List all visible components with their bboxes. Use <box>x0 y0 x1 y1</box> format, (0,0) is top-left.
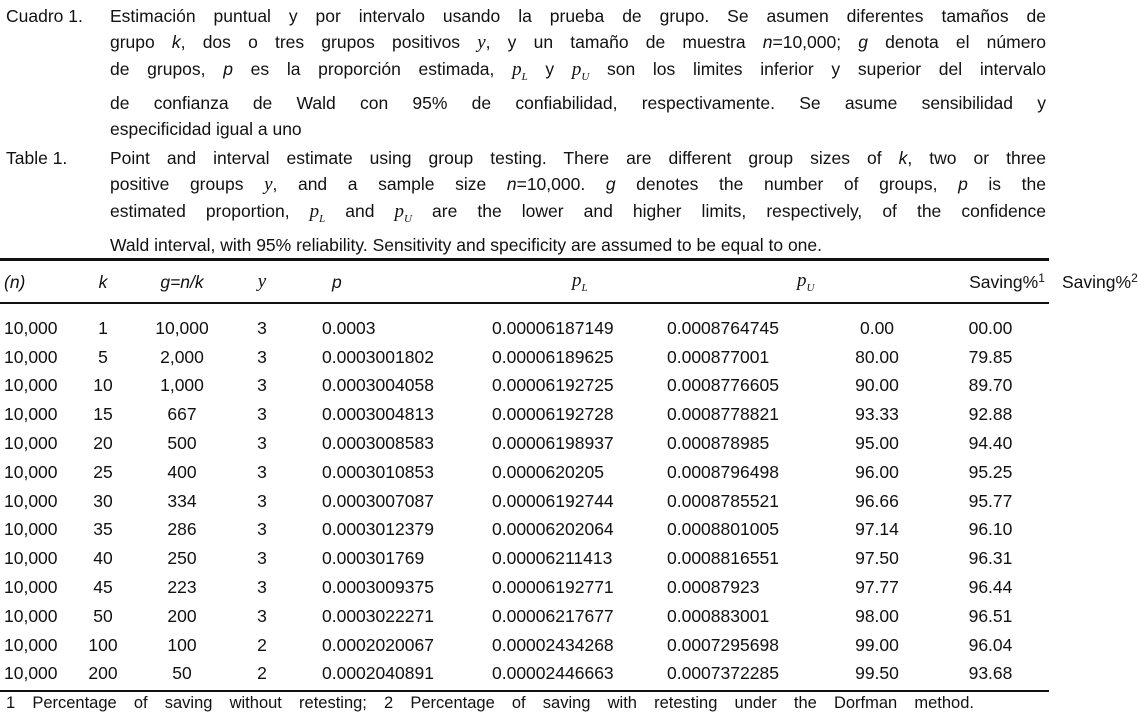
header-pU-p: p <box>797 270 807 292</box>
caption-es-line-4: de confianza de Wald con 95% de confiabilidad, respectivamente. Se asume sensibilidad y <box>110 92 1046 113</box>
var-n: n <box>762 32 773 52</box>
caption-en-line-1 <box>110 145 1046 171</box>
table-header-rule <box>0 302 1049 304</box>
cell-n: 10,000 <box>4 634 58 655</box>
cell-saving2: 00.00 <box>968 317 1013 338</box>
caption-es-text: , y un tamaño de muestra <box>485 32 763 52</box>
cell-g: 667 <box>167 404 197 425</box>
cell-k: 200 <box>88 663 118 684</box>
caption-es-text: de grupos, <box>110 59 224 79</box>
cell-y: 3 <box>257 404 267 425</box>
cell-saving1: 80.00 <box>855 346 899 367</box>
table-top-rule <box>0 258 1049 261</box>
header-pU-symbol <box>797 270 815 294</box>
var-g: g <box>605 174 616 194</box>
cell-saving2: 96.10 <box>968 519 1013 540</box>
var-y: y <box>264 174 273 195</box>
cell-k: 100 <box>88 634 118 655</box>
cell-k: 20 <box>93 433 113 454</box>
cell-pU: 0.0008785521 <box>667 490 779 511</box>
cell-pL: 0.00002446663 <box>492 663 614 684</box>
caption-en-line-4: Wald interval, with 95% reliability. Sensitivity and specificity are assumed to be equal to one. <box>110 234 823 255</box>
cell-p: 0.0003001802 <box>322 346 434 367</box>
caption-es-line-5: especificidad igual a uno <box>110 118 302 139</box>
cell-k: 25 <box>93 461 113 482</box>
header-saving1-label: Saving% <box>969 272 1039 292</box>
table-row <box>0 516 1049 545</box>
var-p: p <box>309 201 320 222</box>
table-row <box>0 400 1049 429</box>
cell-n: 10,000 <box>4 548 58 569</box>
caption-en-text: estimated proportion, <box>110 201 310 221</box>
table-body <box>0 314 1049 688</box>
cell-n: 10,000 <box>4 490 58 511</box>
caption-english-body <box>110 145 1046 258</box>
cell-pU: 0.0008778821 <box>667 404 779 425</box>
cell-p: 0.000301769 <box>322 548 425 569</box>
header-row <box>0 266 1062 298</box>
cell-pL: 0.00006211413 <box>492 548 613 569</box>
header-y: y <box>257 271 267 292</box>
cell-pU: 0.0008764745 <box>667 317 779 338</box>
header-saving2-label: Saving% <box>1062 272 1132 292</box>
cell-saving1: 99.00 <box>855 634 899 655</box>
var-p: p <box>223 59 233 79</box>
cell-saving2: 96.31 <box>968 548 1013 569</box>
var-n: n <box>506 174 517 194</box>
table-row <box>0 544 1049 573</box>
cell-pU: 0.00087923 <box>667 577 760 598</box>
cell-n: 10,000 <box>4 605 58 626</box>
cell-pL: 0.00006198937 <box>492 433 614 454</box>
table-row <box>0 458 1049 487</box>
caption-en-text: are the lower and higher limits, respectively, of the confidence <box>412 201 1046 221</box>
cell-p: 0.0002020067 <box>322 634 434 655</box>
caption-en-text: positive groups <box>110 174 265 194</box>
cell-pL: 0.00006192725 <box>492 375 614 396</box>
caption-spanish <box>6 3 1046 142</box>
header-pL-symbol <box>572 270 588 294</box>
cell-n: 10,000 <box>4 404 58 425</box>
cell-pL: 0.00006217677 <box>492 605 614 626</box>
caption-es-text: denota el número <box>868 32 1046 52</box>
cell-pU: 0.0008816551 <box>667 548 779 569</box>
table-row <box>0 573 1049 602</box>
cell-p: 0.0003004813 <box>322 404 434 425</box>
cell-p: 0.0003 <box>322 317 376 338</box>
data-table <box>0 314 1049 688</box>
cell-pU: 0.000878985 <box>667 433 770 454</box>
caption-es-line-3 <box>110 56 1046 90</box>
caption-en-text: is the <box>967 174 1046 194</box>
cell-n: 10,000 <box>4 461 58 482</box>
header-pU-sub: U <box>806 281 815 294</box>
cell-y: 3 <box>257 461 267 482</box>
cell-g: 250 <box>167 548 197 569</box>
cell-saving1: 99.50 <box>855 663 899 684</box>
header-pU <box>747 266 952 298</box>
header-saving1 <box>952 266 1062 298</box>
cell-g: 223 <box>167 577 197 598</box>
table-row <box>0 314 1049 343</box>
cell-g: 50 <box>172 663 192 684</box>
table-row <box>0 602 1049 631</box>
cell-p: 0.0003010853 <box>322 461 434 482</box>
cell-saving2: 95.25 <box>968 461 1013 482</box>
cell-y: 3 <box>257 519 267 540</box>
table-row <box>0 487 1049 516</box>
header-saving2-sup: 2 <box>1131 271 1138 285</box>
cell-saving1: 98.00 <box>855 605 899 626</box>
subscript-U: U <box>404 212 412 225</box>
cell-saving1: 90.00 <box>855 375 899 396</box>
cell-pU: 0.0007372285 <box>667 663 779 684</box>
caption-es-line-2 <box>110 29 1046 56</box>
cell-g: 334 <box>167 490 197 511</box>
header-saving1-sup: 1 <box>1038 271 1045 285</box>
cell-y: 3 <box>257 317 267 338</box>
cell-g: 200 <box>167 605 197 626</box>
var-p: p <box>394 201 405 222</box>
cell-n: 10,000 <box>4 663 58 684</box>
cell-p: 0.0003007087 <box>322 490 434 511</box>
cell-n: 10,000 <box>4 577 58 598</box>
var-y: y <box>477 32 486 53</box>
var-k: k <box>898 148 908 168</box>
header-p: p <box>332 271 342 292</box>
cell-k: 1 <box>98 317 108 338</box>
cell-y: 3 <box>257 490 267 511</box>
cell-saving2: 79.85 <box>968 346 1013 367</box>
cell-y: 3 <box>257 577 267 598</box>
caption-spanish-body <box>110 3 1046 142</box>
subscript-U: U <box>581 70 590 83</box>
caption-spanish-label: Cuadro 1. <box>6 6 83 26</box>
header-pL <box>502 266 747 298</box>
caption-en-text: Point and interval estimate using group testing. There are different group sizes of <box>110 148 899 168</box>
caption-en-line-3 <box>110 198 1046 232</box>
var-p: p <box>571 59 582 80</box>
caption-en-line-2 <box>110 171 1046 198</box>
cell-k: 40 <box>93 548 113 569</box>
var-p: p <box>512 59 522 80</box>
var-k: k <box>171 32 181 52</box>
cell-y: 3 <box>257 375 267 396</box>
cell-k: 30 <box>93 490 113 511</box>
var-pL <box>309 201 326 225</box>
cell-pL: 0.00006202064 <box>492 519 614 540</box>
var-pU <box>571 59 590 83</box>
cell-saving2: 89.70 <box>968 375 1013 396</box>
cell-saving1: 0.00 <box>859 317 895 338</box>
cell-y: 2 <box>257 663 267 684</box>
table-row <box>0 660 1049 689</box>
cell-saving1: 96.66 <box>855 490 899 511</box>
cell-saving1: 93.33 <box>855 404 899 425</box>
cell-pL: 0.00006187149 <box>492 317 614 338</box>
cell-pL: 0.00006192771 <box>492 577 614 598</box>
cell-p: 0.0002040891 <box>322 663 434 684</box>
caption-en-text: , and a sample size <box>272 174 507 194</box>
var-pL <box>512 59 528 83</box>
cell-saving2: 95.77 <box>968 490 1013 511</box>
caption-en-text: , two or three <box>907 148 1046 168</box>
caption-es-text: son los limites inferior y superior del intervalo <box>589 59 1046 79</box>
cell-y: 3 <box>257 346 267 367</box>
cell-g: 2,000 <box>160 346 204 367</box>
cell-saving2: 96.04 <box>968 634 1013 655</box>
cell-g: 500 <box>167 433 197 454</box>
table-bottom-rule <box>0 690 1049 692</box>
subscript-L: L <box>521 70 528 83</box>
header-k: k <box>98 271 108 292</box>
cell-pL: 0.00002434268 <box>492 634 614 655</box>
cell-pL: 0.00006189625 <box>492 346 614 367</box>
cell-pL: 0.00006192744 <box>492 490 614 511</box>
cell-saving2: 94.40 <box>968 433 1013 454</box>
subscript-L: L <box>319 212 326 225</box>
cell-g: 100 <box>167 634 197 655</box>
cell-pU: 0.0007295698 <box>667 634 779 655</box>
cell-k: 35 <box>93 519 113 540</box>
cell-pU: 0.000877001 <box>667 346 770 367</box>
header-pL-p: p <box>572 270 582 292</box>
cell-p: 0.0003004058 <box>322 375 434 396</box>
table-footnote: 1 Percentage of saving without retesting; 2 Percentage of saving with retesting under the Dorfman method. <box>6 694 974 712</box>
table-row <box>0 372 1049 401</box>
cell-saving2: 96.44 <box>968 577 1013 598</box>
cell-k: 50 <box>93 605 113 626</box>
caption-en-text: denotes the number of groups, <box>615 174 959 194</box>
cell-g: 1,000 <box>160 375 204 396</box>
cell-k: 45 <box>93 577 113 598</box>
cell-pU: 0.0008796498 <box>667 461 779 482</box>
header-n: (n) <box>4 271 26 292</box>
cell-k: 5 <box>98 346 108 367</box>
caption-es-text: es la proporción estimada, <box>232 59 513 79</box>
cell-pL: 0.0000620205 <box>492 461 604 482</box>
caption-es-text: =10,000; <box>772 32 859 52</box>
cell-n: 10,000 <box>4 375 58 396</box>
caption-english-label: Table 1. <box>6 148 68 168</box>
cell-saving1: 97.77 <box>855 577 899 598</box>
cell-p: 0.0003009375 <box>322 577 434 598</box>
cell-saving1: 97.50 <box>855 548 899 569</box>
cell-pL: 0.00006192728 <box>492 404 614 425</box>
table-row <box>0 429 1049 458</box>
cell-saving1: 96.00 <box>855 461 899 482</box>
cell-p: 0.0003008583 <box>322 433 434 454</box>
cell-k: 15 <box>93 404 113 425</box>
cell-g: 10,000 <box>155 317 209 338</box>
table-header <box>0 266 1138 298</box>
cell-saving1: 95.00 <box>855 433 899 454</box>
cell-y: 3 <box>257 605 267 626</box>
caption-es-line-1: Estimación puntual y por intervalo usando la prueba de grupo. Se asumen diferentes tamaños de <box>110 6 1046 26</box>
caption-en-text: and <box>325 201 395 221</box>
cell-saving2: 96.51 <box>968 605 1013 626</box>
caption-en-text: =10,000. <box>516 174 606 194</box>
cell-y: 2 <box>257 634 267 655</box>
cell-saving1: 97.14 <box>855 519 899 540</box>
caption-es-text: grupo <box>110 32 172 52</box>
caption-es-text: y <box>527 59 572 79</box>
cell-pU: 0.0008801005 <box>667 519 779 540</box>
cell-k: 10 <box>93 375 113 396</box>
var-g: g <box>858 32 869 52</box>
var-pU <box>394 201 412 225</box>
cell-n: 10,000 <box>4 519 58 540</box>
cell-pU: 0.000883001 <box>667 605 770 626</box>
cell-pU: 0.0008776605 <box>667 375 779 396</box>
cell-p: 0.0003022271 <box>322 605 434 626</box>
cell-y: 3 <box>257 548 267 569</box>
cell-y: 3 <box>257 433 267 454</box>
cell-saving2: 92.88 <box>968 404 1013 425</box>
cell-saving2: 93.68 <box>968 663 1013 684</box>
cell-p: 0.0003012379 <box>322 519 434 540</box>
table-row <box>0 343 1049 372</box>
table-row <box>0 631 1049 660</box>
caption-es-text: , dos o tres grupos positivos <box>180 32 478 52</box>
var-p: p <box>958 174 968 194</box>
cell-n: 10,000 <box>4 317 58 338</box>
cell-n: 10,000 <box>4 433 58 454</box>
cell-g: 400 <box>167 461 197 482</box>
header-pL-sub: L <box>581 281 588 294</box>
cell-g: 286 <box>167 519 197 540</box>
header-g: g=n/k <box>160 271 204 292</box>
cell-n: 10,000 <box>4 346 58 367</box>
caption-english <box>6 145 1046 258</box>
